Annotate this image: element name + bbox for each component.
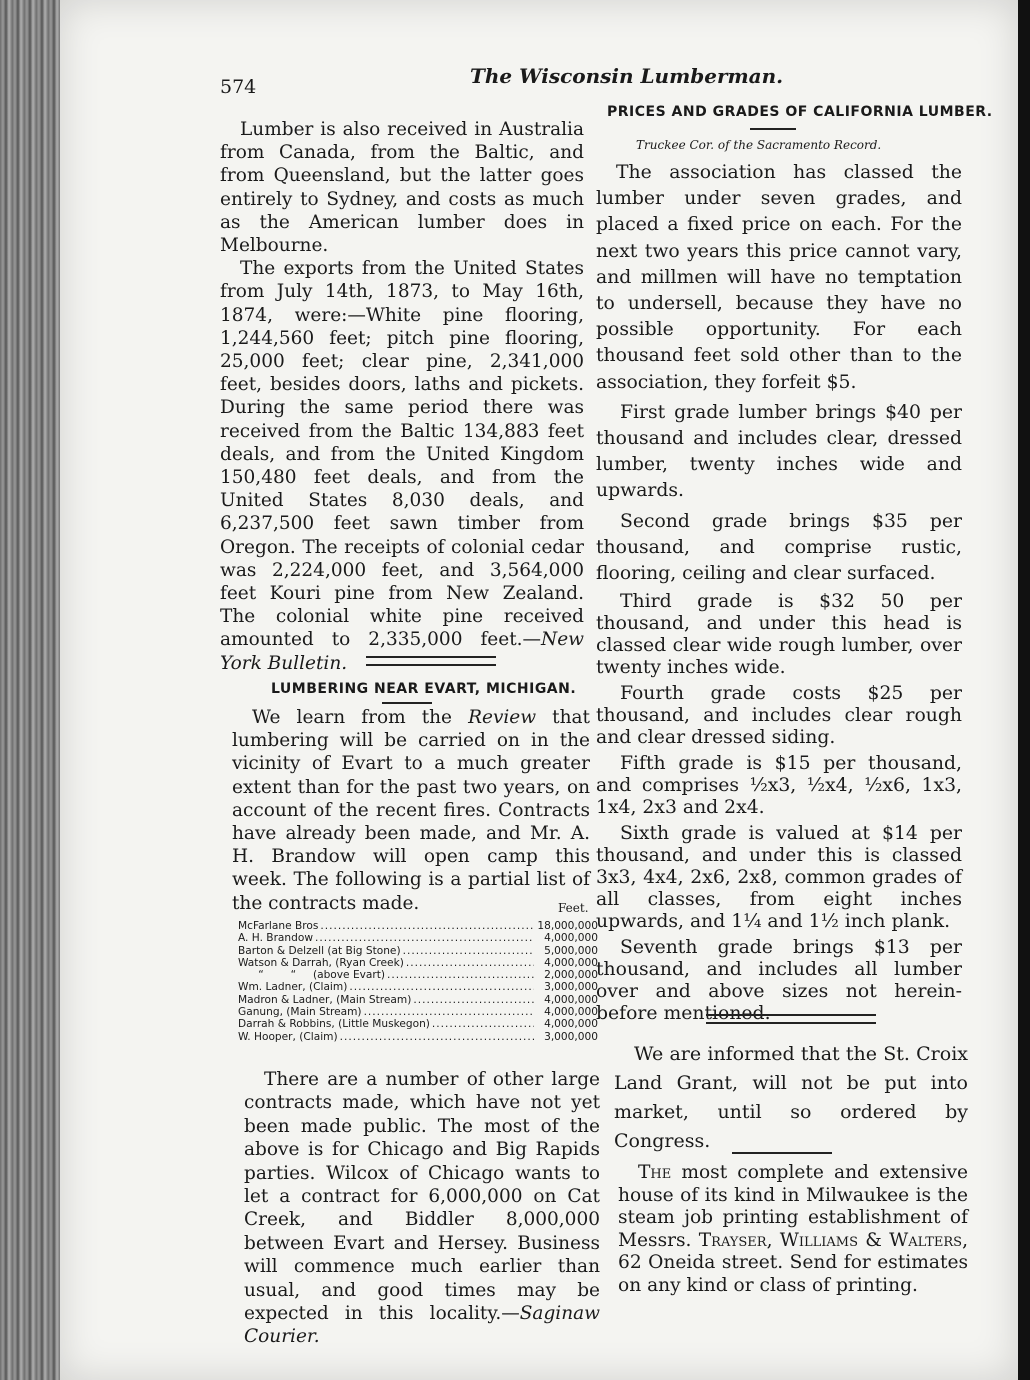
article-paragraph: Second grade brings $35 per thousand, and comprise rustic, flooring, ceiling and clear surfaced. [596,510,962,585]
section-divider [366,656,496,666]
contract-row: Watson & Darrah, (Ryan Creek) ..... 4,000,000 [238,957,598,969]
source-credit: New York Bulletin. [220,629,584,674]
contract-row: McFarlane Bros ..... 18,000,000 [238,920,598,932]
contract-row: A. H. Brandow ..... 4,000,000 [238,932,598,944]
article-paragraph: There are a number of other large contracts made, which have not yet been made public. The most of the above is for Chicago and Big Rapids parties. Wilcox of Chicago wants to let a contract for 6,000,000 on Cat Creek, and Biddler 8,000,000 between Evart and Hersey. Business will commence much earlier than usual, and good times may be expected in this locality.—Saginaw Courier. [244,1069,600,1348]
contract-row: Ganung, (Main Stream) ..... 4,000,000 [238,1006,598,1018]
article-paragraph: The association has classed the lumber under seven grades, and placed a fixed price on each. For the next two years this price cannot vary, and millmen will have no temptation to undersell, because they have no possible opportunity. For each thousand feet sold other than to the association, they forfeit $5. [596,162,962,393]
article-paragraph: Sixth grade is valued at $14 per thousand, and under this is classed 3x3, 4x4, 2x6, 2x8, common grades of all classes, from eight inches upwards, and 1¼ and 1½ inch plank. [596,823,962,933]
printing-advertisement [618,1162,968,1297]
article-paragraph: Third grade is $32 50 per thousand, and under this head is classed clear wide rough lumber, over twenty inches wide. [596,591,962,679]
byline: Truckee Cor. of the Sacramento Record. [636,138,882,152]
evart-heading: LUMBERING NEAR EVART, MICHIGAN. [271,681,577,697]
heading-rule [382,702,432,704]
california-heading: PRICES AND GRADES OF CALIFORNIA LUMBER. [607,104,993,120]
heading-rule [750,128,796,130]
contract-row: Wm. Ladner, (Claim) ..... 3,000,000 [238,981,598,993]
contract-row: Barton & Delzell (at Big Stone) ..... 5,000,000 [238,945,598,957]
article-paragraph: Seventh grade brings $13 per thousand, and includes all lumber over and above sizes not herein-before mentioned. [596,937,962,1025]
article-paragraph: The exports from the United States from July 14th, 1873, to May 16th, 1874, were:—White pine flooring, 1,244,560 feet; pitch pine flooring, 25,000 feet; clear pine, 2,341,000 feet, besides doors, laths and pickets. During the same period there was received from the Baltic 134,883 feet deals, and from the United Kingdom 150,480 feet deals, and from the United States 8,030 deals, and 6,237,500 feet sawn timber from Oregon. The receipts of colonial cedar was 2,224,000 feet, and 3,564,000 feet Kouri pine from New Zealand. The colonial white pine received amounted to 2,335,000 feet.—New York Bulletin. [220,258,584,674]
firm-name: Trayser, Williams & Walters [698,1229,963,1251]
article-paragraph: Fifth grade is $15 per thousand, and comprises ½x3, ½x4, ½x6, 1x3, 1x4, 2x3 and 2x4. [596,753,962,819]
source-credit: Saginaw Courier. [244,1303,600,1348]
california-article [596,160,962,1029]
article-paragraph: We learn from the Review that lumbering will be carried on in the vicinity of Evart to a much greater extent than for the past two years, on account of the recent fires. Contracts have already been made, and Mr. A. H. Brandow will open camp this week. The following is a partial list of the contracts made. [232,707,590,914]
contract-row: W. Hooper, (Claim) ..... 3,000,000 [238,1031,598,1043]
contracts-column-header: Feet. [558,901,589,915]
article-paragraph: Fourth grade costs $25 per thousand, and includes clear rough and clear dressed siding. [596,683,962,749]
contract-row: “ “ (above Evart) ..... 2,000,000 [238,969,598,981]
contracts-list [238,920,598,1043]
australia-article [220,118,584,675]
article-paragraph: The most complete and extensive house of its kind in Milwaukee is the steam job printing establishment of Messrs. Trayser, Williams & Walters, 62 Oneida street. Send for estimates on any kind or class of printing. [618,1162,968,1296]
article-paragraph: First grade lumber brings $40 per thousand and includes clear, dressed lumber, twenty inches wide and upwards. [596,401,962,502]
scan-edge [1018,0,1030,1380]
st-croix-note [614,1040,968,1156]
evart-article-end [244,1068,600,1349]
book-binding [0,0,60,1380]
article-paragraph: Lumber is also received in Australia from Canada, from the Baltic, and from Queensland, but the latter goes entirely to Sydney, and costs as much as the American lumber does in Melbourne. [220,119,584,257]
evart-article-intro [232,706,590,915]
contract-row: Madron & Ladner, (Main Stream) ..... 4,000,000 [238,994,598,1006]
running-title: The Wisconsin Lumberman. [470,64,784,88]
article-paragraph: We are informed that the St. Croix Land Grant, will not be put into market, until so ordered by Congress. [614,1043,968,1152]
section-divider [732,1152,832,1154]
contract-row: Darrah & Robbins, (Little Muskegon) ..... 4,000,000 [238,1018,598,1030]
section-divider [706,1014,876,1024]
page-number: 574 [220,76,257,98]
source-credit: Review [468,707,537,728]
